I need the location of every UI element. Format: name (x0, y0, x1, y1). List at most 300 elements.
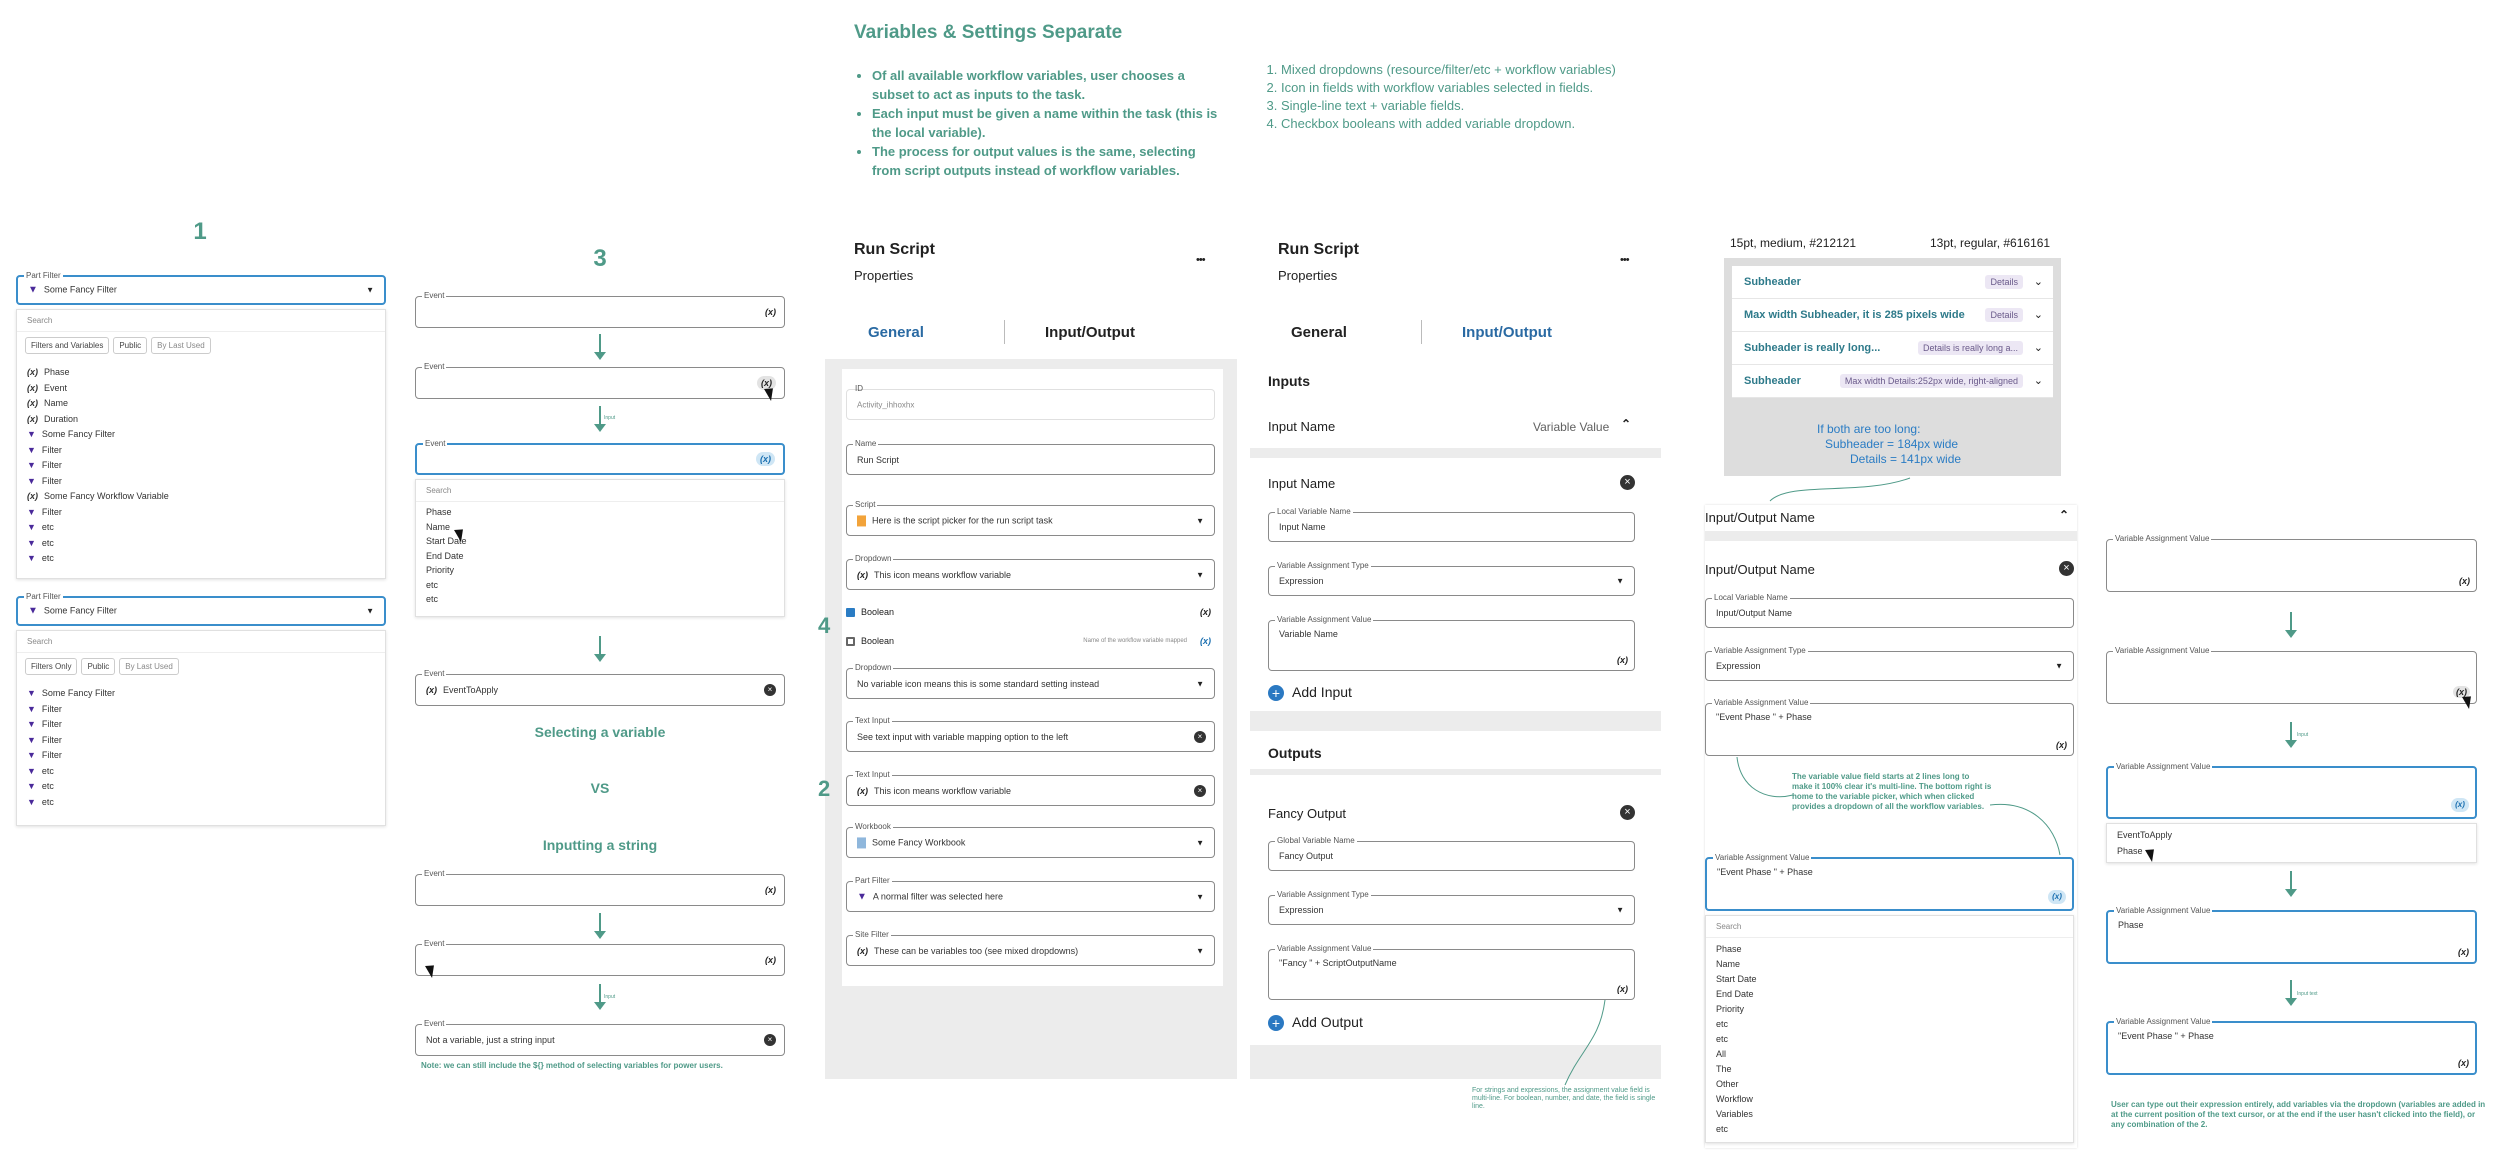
variable-picker-icon[interactable]: (x) (2048, 890, 2066, 904)
subheader: Max width Subheader, it is 285 pixels wide (1744, 309, 1965, 321)
variable-icon[interactable]: (x) (765, 307, 776, 317)
details: Details (1985, 308, 2023, 322)
field-value: No variable icon means this is some standard setting instead (857, 678, 1100, 689)
caption-inputting: Inputting a string (542, 837, 658, 853)
dropdown-item[interactable]: Priority (426, 565, 455, 575)
workbook-select[interactable] (846, 822, 1215, 858)
chevron-up-icon[interactable]: ⌃ (2059, 508, 2070, 522)
arrow-label: Input text (2297, 991, 2318, 997)
field-label: Site Filter (855, 930, 889, 939)
funnel-icon: ▼ (27, 703, 36, 714)
search-input[interactable]: Search (17, 310, 385, 332)
flow-arrow (599, 913, 601, 937)
dropdown-item[interactable] (17, 702, 385, 718)
filter-dropdown-menu-2 (16, 630, 386, 826)
field-label: Part Filter (26, 592, 61, 601)
variable-picker-icon[interactable]: (x) (1617, 984, 1628, 994)
dropdown-standard[interactable] (846, 663, 1215, 699)
assignment-value-phase[interactable] (2106, 906, 2477, 964)
funnel-icon: ▼ (27, 506, 36, 517)
site-filter-field[interactable] (846, 930, 1215, 966)
multiline-note: For strings and expressions, the assignment value field is multi-line. For boolean, number, and date, the field is single line. (1472, 1087, 1656, 1110)
input-name-row[interactable]: Input Name (1268, 419, 1336, 434)
add-output-button[interactable] (1268, 1014, 1363, 1031)
chip-filters-variables[interactable]: Filters and Variables (25, 337, 109, 354)
field-label: Global Variable Name (1277, 836, 1355, 845)
caption-vs: VS (590, 780, 610, 796)
dropdown-list (17, 359, 385, 567)
funnel-icon: ▼ (28, 605, 38, 617)
field-label: Part Filter (855, 876, 890, 885)
flow-arrow (2290, 612, 2292, 636)
field-value: This icon means workflow variable (874, 569, 1012, 580)
chevron-down-icon[interactable]: ▼ (2055, 661, 2063, 671)
variable-field-note: The variable value field starts at 2 lines long to make it 100% clear it's multi-line. The bottom right is home to the variable picker, which when clicked provides a dropdown of all the workflow variables. (1792, 772, 1992, 811)
side-number-4: 4 (818, 613, 831, 638)
workbook-icon (857, 837, 866, 848)
field-value: Fancy Output (1279, 851, 1334, 861)
dropdown-item[interactable] (17, 396, 385, 412)
item-label: Some Fancy Filter (41, 688, 115, 698)
field-value: These can be variables too (see mixed dropdowns) (874, 945, 1079, 956)
field-label: Variable Assignment Value (1714, 698, 1809, 707)
flow-arrow (599, 406, 601, 430)
funnel-icon: ▼ (27, 460, 36, 470)
tab-general[interactable]: General (868, 323, 924, 341)
dropdown-item[interactable]: Name (426, 521, 451, 532)
funnel-icon: ▼ (27, 429, 36, 439)
dropdown-item[interactable]: Other (1716, 1079, 1739, 1089)
field-label: Event (424, 362, 445, 371)
search-input[interactable]: Search (416, 480, 784, 502)
boolean-row-mapped (846, 636, 1215, 650)
dropdown-item[interactable] (17, 412, 385, 428)
dropdown-item[interactable]: Start Date (426, 536, 467, 546)
annotation-line (1735, 757, 1805, 807)
chevron-up-icon[interactable]: ⌃ (1621, 417, 1632, 431)
name-field[interactable] (846, 439, 1215, 475)
text-input-variable[interactable] (846, 770, 1215, 806)
flow-arrow (2290, 722, 2292, 746)
outputs-heading: Outputs (1268, 745, 1322, 761)
dropdown-item[interactable]: Name (1716, 959, 1741, 969)
input-card-title: Input Name (1268, 476, 1336, 491)
dropdown-item[interactable]: All (1716, 1049, 1727, 1059)
global-variable-name[interactable] (1268, 836, 1635, 871)
item-label: etc (41, 781, 54, 791)
variable-icon: (x) (857, 785, 868, 796)
filter-dropdown-menu (16, 309, 386, 579)
variable-icon: (x) (27, 398, 38, 408)
field-label: Event (425, 439, 446, 448)
field-label: Local Variable Name (1714, 593, 1788, 602)
variable-icon[interactable]: (x) (757, 376, 776, 390)
assignment-value-field[interactable] (1268, 615, 1635, 671)
dropdown-item[interactable]: etc (1716, 1019, 1729, 1029)
checkbox-label: Boolean (861, 607, 895, 617)
arrow-label: Input (604, 415, 616, 421)
field-label: Dropdown (855, 554, 892, 563)
event-field[interactable] (415, 291, 785, 328)
item-label: Phase (44, 367, 70, 377)
field-value[interactable]: Phase (2118, 920, 2144, 930)
variable-icon[interactable]: (x) (1200, 607, 1211, 617)
part-filter-select-2[interactable] (16, 592, 386, 626)
note-line: Subheader = 184px wide (1825, 437, 1959, 451)
dropdown-item[interactable] (17, 427, 385, 443)
field-label: Variable Assignment Value (1277, 944, 1372, 953)
field-value: A normal filter was selected here (872, 891, 1003, 901)
flow-arrow (2290, 871, 2292, 895)
more-options-icon[interactable]: ••• (1196, 254, 1205, 266)
dropdown-item[interactable]: Phase (426, 507, 452, 517)
assignment-value-empty[interactable] (2106, 534, 2477, 592)
dropdown-item[interactable] (17, 764, 385, 780)
chevron-down-icon[interactable]: ▼ (366, 606, 374, 616)
panel-title: Run Script (1278, 241, 1359, 258)
item-label: Some Fancy Filter (41, 429, 115, 439)
add-input-button[interactable] (1268, 684, 1352, 701)
variable-icon[interactable]: (x) (765, 955, 776, 965)
numbered-item: 2. Icon in fields with workflow variables selected in fields. (1281, 79, 1701, 97)
item-label: Duration (44, 413, 79, 424)
chevron-down-icon[interactable]: ▼ (1196, 679, 1204, 688)
field-label: Variable Assignment Type (1277, 890, 1369, 899)
chip-last-used[interactable]: By Last Used (151, 337, 211, 354)
chevron-down-icon[interactable]: ▼ (366, 285, 374, 295)
dropdown-item[interactable]: Phase (2117, 845, 2143, 856)
dropdown-item[interactable]: Phase (1716, 944, 1742, 954)
chevron-down-icon[interactable]: ▼ (1196, 838, 1204, 847)
close-icon[interactable]: × (1620, 805, 1635, 820)
dropdown-item[interactable]: etc (1716, 1124, 1729, 1134)
dropdown-item[interactable] (17, 458, 385, 474)
field-value: Run Script (857, 454, 900, 465)
header-bullets (872, 66, 1222, 180)
flow-arrow (599, 334, 601, 358)
chip-last-used[interactable]: By Last Used (119, 658, 179, 675)
variable-picker-icon[interactable]: (x) (2451, 798, 2469, 812)
arrow-label: Input (2297, 732, 2309, 738)
variable-value-label: Variable Value (1533, 420, 1610, 434)
variable-picker-icon[interactable]: (x) (1617, 655, 1628, 665)
assignment-type-select[interactable] (1268, 890, 1635, 925)
dropdown-item[interactable] (17, 474, 385, 490)
field-label: Text Input (855, 716, 890, 725)
section-number-3: 3 (593, 245, 607, 272)
filter-chips (17, 653, 385, 680)
field-label: Event (424, 869, 445, 878)
output-card-title: Fancy Output (1268, 806, 1347, 821)
item-label: Filter (41, 719, 62, 729)
item-label: Filter (41, 734, 62, 745)
event-field-filled[interactable] (415, 669, 785, 706)
item-label: etc (41, 553, 54, 563)
dropdown-variable[interactable] (846, 554, 1215, 590)
dropdown-item[interactable]: Priority (1716, 1004, 1745, 1014)
item-label: Filter (41, 475, 62, 486)
dropdown-item[interactable] (17, 443, 385, 459)
spec-right: 13pt, regular, #616161 (1930, 236, 2051, 250)
local-variable-name[interactable] (1268, 507, 1635, 542)
dropdown-item[interactable] (17, 795, 385, 811)
dropdown-list (416, 502, 784, 607)
boolean-row (846, 607, 1215, 621)
field-label: Name (855, 439, 877, 448)
variable-icon: (x) (27, 367, 38, 377)
field-label: Part Filter (26, 271, 61, 280)
bullet: • The process for output values is the same, selecting from script outputs instead of workflow variables. (872, 142, 1222, 180)
event-field[interactable] (415, 939, 785, 976)
assignment-value-hover[interactable] (2106, 646, 2477, 704)
checkbox-checked[interactable] (846, 608, 855, 617)
note-line: If both are too long: (1817, 422, 1921, 436)
item-label: Filter (41, 750, 62, 760)
funnel-icon: ▼ (27, 537, 36, 548)
variable-dropdown (1705, 915, 2074, 1143)
assignment-type-select[interactable] (1268, 561, 1635, 596)
arrow-label: Input (604, 994, 616, 1000)
dropdown-item[interactable] (17, 536, 385, 552)
variable-icon[interactable]: (x) (1200, 636, 1211, 646)
dropdown-item[interactable] (17, 748, 385, 764)
field-value: EventToApply (443, 685, 499, 695)
dropdown-item[interactable]: etc (1716, 1034, 1729, 1044)
field-label: Variable Assignment Value (2115, 534, 2210, 543)
details: Details (1985, 275, 2023, 289)
assignment-type-select[interactable] (1705, 646, 2074, 681)
panel-subtitle: Properties (1278, 268, 1338, 283)
variable-picker-icon[interactable]: (x) (2056, 740, 2067, 750)
dropdown-item[interactable] (17, 551, 385, 567)
note-line: Details = 141px wide (1850, 452, 1962, 466)
clear-icon[interactable]: × (1194, 731, 1206, 743)
event-field[interactable] (415, 362, 785, 399)
chevron-down-icon[interactable]: ⌄ (2033, 375, 2043, 387)
dropdown-item[interactable] (17, 779, 385, 795)
item-label: etc (41, 537, 54, 548)
button-label: Add Output (1292, 1014, 1363, 1030)
assignment-value-expression[interactable] (2106, 1017, 2477, 1075)
details: Details is really long a... (1918, 341, 2023, 355)
variable-picker-icon[interactable]: (x) (2458, 1058, 2469, 1068)
clear-icon[interactable]: × (764, 684, 776, 696)
numbered-item: 1. Mixed dropdowns (resource/filter/etc + workflow variables) (1281, 61, 1701, 79)
funnel-icon: ▼ (27, 522, 36, 532)
chevron-down-icon[interactable]: ▼ (1616, 576, 1624, 586)
dropdown-item[interactable]: End Date (426, 550, 464, 561)
variable-icon: (x) (426, 685, 437, 695)
subheader: Subheader (1744, 375, 1801, 387)
panel-tabs (1291, 320, 1552, 344)
script-picker[interactable] (846, 500, 1215, 536)
funnel-icon: ▼ (27, 719, 36, 729)
chevron-down-icon[interactable]: ▼ (1196, 892, 1204, 901)
field-label: Local Variable Name (1277, 507, 1351, 516)
tab-input-output[interactable]: Input/Output (1462, 323, 1552, 341)
event-field-string[interactable] (415, 1019, 785, 1056)
search-input[interactable]: Search (1706, 916, 2073, 938)
dropdown-item[interactable]: Start Date (1716, 974, 1757, 984)
funnel-icon: ▼ (27, 734, 36, 745)
variable-picker-icon[interactable]: (x) (2458, 947, 2469, 957)
chevron-down-icon[interactable]: ⌄ (2033, 276, 2043, 288)
clear-icon[interactable]: × (1194, 785, 1206, 797)
inputs-heading: Inputs (1268, 373, 1310, 389)
field-label: Event (424, 939, 445, 948)
field-value: Expression (1279, 576, 1324, 586)
field-label: Variable Assignment Value (2116, 762, 2211, 771)
field-value: See text input with variable mapping option to the left (857, 731, 1069, 742)
field-label: Dropdown (855, 663, 892, 672)
spec-row (1732, 332, 2053, 365)
variable-icon[interactable]: (x) (756, 452, 775, 466)
dropdown-item[interactable] (17, 717, 385, 733)
field-value: "Event Phase " + Phase (1716, 712, 1812, 722)
funnel-icon: ▼ (27, 796, 36, 807)
annotation-line (1560, 1000, 1610, 1090)
dropdown-item[interactable] (17, 381, 385, 397)
id-field (846, 384, 1215, 420)
chip-public[interactable]: Public (113, 337, 147, 354)
spec-row (1732, 299, 2053, 332)
dropdown-list (1706, 938, 2073, 1137)
chevron-down-icon[interactable]: ▼ (1196, 570, 1204, 579)
flow-arrow (2290, 980, 2292, 1004)
event-field[interactable] (415, 869, 785, 906)
field-value: "Fancy " + ScriptOutputName (1279, 958, 1397, 968)
io-card-title: Input/Output Name (1705, 562, 1815, 577)
item-label: Filter (41, 460, 62, 470)
search-input[interactable]: Search (17, 631, 385, 653)
chevron-down-icon[interactable]: ▼ (1196, 516, 1204, 525)
field-label: Script (855, 500, 876, 509)
dropdown-item[interactable]: The (1716, 1064, 1732, 1074)
field-label: Variable Assignment Value (1715, 853, 1810, 862)
more-options-icon[interactable]: ••• (1620, 254, 1629, 266)
field-label: Variable Assignment Value (2116, 1017, 2211, 1026)
assignment-value-field[interactable] (1268, 944, 1635, 1000)
tab-input-output[interactable]: Input/Output (1045, 323, 1135, 341)
part-filter-field[interactable] (846, 876, 1215, 912)
field-value: Some Fancy Filter (43, 605, 117, 616)
dropdown-item[interactable]: End Date (1716, 989, 1754, 999)
chip-filters-only[interactable]: Filters Only (25, 658, 77, 675)
dropdown-item[interactable]: EventToApply (2117, 830, 2173, 840)
close-icon[interactable]: × (1620, 475, 1635, 490)
checkbox-label: Boolean (861, 636, 895, 646)
event-field-active[interactable] (415, 439, 785, 475)
item-label: Filter (41, 444, 62, 455)
item-label: Some Fancy Workflow Variable (44, 491, 169, 501)
variable-picker-icon[interactable]: (x) (2453, 686, 2470, 698)
spec-too-long-note (1817, 422, 1961, 467)
plus-icon: + (1268, 685, 1284, 701)
variable-dropdown (415, 479, 785, 617)
expression-note: User can type out their expression entirely, add variables via the dropdown (variables are added in at the current position of the text cursor, or at the end if the user hasn't clicked into the field), or any combination of the 2. (2111, 1100, 2486, 1129)
flow-arrow (599, 984, 601, 1008)
dropdown-item[interactable] (17, 489, 385, 505)
subheader: Subheader is really long... (1744, 342, 1881, 354)
item-label: etc (41, 765, 54, 776)
script-icon (857, 515, 866, 526)
chevron-down-icon[interactable]: ▼ (1616, 905, 1624, 915)
dropdown-item[interactable] (17, 505, 385, 521)
item-label: Filter (41, 703, 62, 714)
text-input[interactable] (846, 716, 1215, 752)
chevron-down-icon[interactable]: ⌄ (2033, 309, 2043, 321)
chevron-down-icon[interactable]: ⌄ (2033, 342, 2043, 354)
plus-icon: + (1268, 1015, 1284, 1031)
assignment-value-field-active[interactable] (1705, 853, 2074, 911)
checkbox-mapped[interactable] (846, 637, 855, 646)
close-icon[interactable]: × (2059, 561, 2074, 576)
field-value: Expression (1716, 661, 1761, 671)
variable-icon: (x) (27, 491, 38, 501)
dropdown-item[interactable] (17, 686, 385, 702)
variable-picker-icon[interactable]: (x) (2459, 576, 2470, 586)
dropdown-item[interactable] (17, 520, 385, 536)
dropdown-item[interactable]: etc (426, 579, 439, 590)
local-variable-name[interactable] (1705, 593, 2074, 628)
clear-icon[interactable]: × (764, 1034, 776, 1046)
io-heading: Input/Output Name (1705, 510, 1815, 525)
field-label: Variable Assignment Type (1277, 561, 1369, 570)
funnel-icon: ▼ (27, 444, 36, 455)
spec-left: 15pt, medium, #212121 (1730, 236, 1857, 250)
funnel-icon: ▼ (27, 781, 36, 791)
section-number-1: 1 (193, 218, 207, 245)
variable-icon: (x) (857, 569, 868, 580)
chip-public[interactable]: Public (81, 658, 115, 675)
variable-dropdown (2106, 823, 2477, 863)
field-value: Activity_ihhoxhx (857, 400, 915, 409)
annotation-line (1990, 800, 2065, 860)
field-label: Event (424, 291, 445, 300)
field-label: Event (424, 669, 445, 678)
tab-general[interactable]: General (1291, 323, 1347, 341)
variable-icon: (x) (27, 382, 38, 393)
field-value: Some Fancy Workbook (872, 836, 966, 847)
variable-icon: (x) (27, 413, 38, 424)
header-numbered (1281, 61, 1701, 133)
funnel-icon: ▼ (27, 553, 36, 563)
numbered-item: 3. Single-line text + variable fields. (1281, 97, 1701, 115)
dropdown-item[interactable]: Workflow (1716, 1094, 1753, 1104)
dropdown-item[interactable] (17, 733, 385, 749)
assignment-value-field[interactable] (1705, 698, 2074, 756)
field-value: "Event Phase " + Phase (1717, 867, 1813, 877)
part-filter-select[interactable] (16, 271, 386, 305)
field-value[interactable]: "Event Phase " + Phase (2118, 1031, 2214, 1041)
subheader: Subheader (1744, 276, 1801, 288)
annotation-line (1760, 476, 1920, 506)
assignment-value-active[interactable] (2106, 762, 2477, 819)
spec-row (1732, 266, 2053, 299)
power-user-note: Note: we can still include the ${} method of selecting variables for power users. (421, 1061, 723, 1070)
variable-icon[interactable]: (x) (765, 885, 776, 895)
item-label: Name (44, 398, 69, 408)
funnel-icon: ▼ (27, 475, 36, 486)
dropdown-item[interactable] (17, 365, 385, 381)
panel-tabs (868, 320, 1135, 344)
item-label: Event (44, 382, 68, 393)
chevron-down-icon[interactable]: ▼ (1196, 946, 1204, 955)
funnel-icon: ▼ (27, 750, 36, 760)
item-label: etc (41, 796, 54, 807)
dropdown-item[interactable]: etc (426, 594, 439, 604)
dropdown-item[interactable]: Variables (1716, 1109, 1753, 1119)
